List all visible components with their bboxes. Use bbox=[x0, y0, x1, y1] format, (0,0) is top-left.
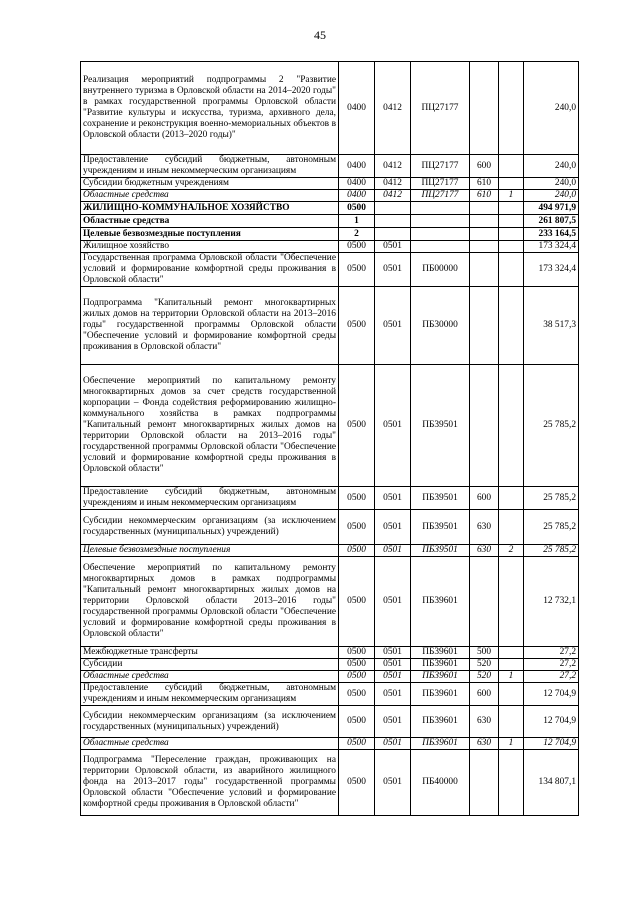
cell-csr: ПБ39601 bbox=[411, 659, 470, 671]
cell-rz: 0500 bbox=[339, 487, 375, 510]
cell-src bbox=[499, 647, 524, 659]
cell-pr: 0501 bbox=[375, 545, 411, 557]
cell-src: 1 bbox=[499, 738, 524, 750]
table-row bbox=[81, 62, 579, 155]
table-row bbox=[81, 215, 579, 228]
cell-vr bbox=[470, 62, 499, 155]
cell-csr: ПЦ27177 bbox=[411, 178, 470, 190]
cell-src bbox=[499, 215, 524, 228]
cell-rz: 0500 bbox=[339, 287, 375, 365]
cell-sum: 134 807,1 bbox=[524, 750, 579, 816]
cell-name: Областные средства bbox=[81, 215, 339, 228]
cell-csr: ПЦ27177 bbox=[411, 155, 470, 178]
cell-sum: 240,0 bbox=[524, 190, 579, 202]
table-row bbox=[81, 683, 579, 706]
cell-sum: 12 732,1 bbox=[524, 557, 579, 647]
cell-name: Областные средства bbox=[81, 671, 339, 683]
cell-pr: 0501 bbox=[375, 487, 411, 510]
table-row bbox=[81, 155, 579, 178]
cell-sum: 12 704,9 bbox=[524, 738, 579, 750]
table-row bbox=[81, 487, 579, 510]
cell-pr bbox=[375, 228, 411, 241]
cell-csr bbox=[411, 241, 470, 253]
cell-pr: 0501 bbox=[375, 241, 411, 253]
cell-csr: ПБ39601 bbox=[411, 706, 470, 738]
cell-name: Целевые безвозмездные поступления bbox=[81, 545, 339, 557]
cell-src bbox=[499, 750, 524, 816]
cell-pr: 0501 bbox=[375, 738, 411, 750]
cell-name: Субсидии некоммерческим организациям (за исключением государственных (муниципальных) учреждений) bbox=[81, 706, 339, 738]
cell-sum: 240,0 bbox=[524, 178, 579, 190]
cell-pr: 0501 bbox=[375, 510, 411, 545]
cell-pr: 0501 bbox=[375, 647, 411, 659]
cell-name: Целевые безвозмездные поступления bbox=[81, 228, 339, 241]
cell-name: Межбюджетные трансферты bbox=[81, 647, 339, 659]
table-row bbox=[81, 750, 579, 816]
table-row bbox=[81, 365, 579, 487]
cell-vr bbox=[470, 365, 499, 487]
cell-name: Субсидии bbox=[81, 659, 339, 671]
cell-vr: 520 bbox=[470, 671, 499, 683]
cell-src bbox=[499, 62, 524, 155]
table-row bbox=[81, 253, 579, 287]
cell-vr: 630 bbox=[470, 510, 499, 545]
cell-vr bbox=[470, 253, 499, 287]
cell-pr: 0412 bbox=[375, 178, 411, 190]
cell-pr: 0501 bbox=[375, 659, 411, 671]
table-row bbox=[81, 557, 579, 647]
cell-name: ЖИЛИЩНО-КОММУНАЛЬНОЕ ХОЗЯЙСТВО bbox=[81, 202, 339, 215]
table-row bbox=[81, 178, 579, 190]
cell-csr: ПБ39601 bbox=[411, 671, 470, 683]
cell-rz: 0500 bbox=[339, 365, 375, 487]
cell-rz: 0500 bbox=[339, 738, 375, 750]
cell-vr bbox=[470, 202, 499, 215]
cell-src bbox=[499, 510, 524, 545]
cell-csr: ПБ40000 bbox=[411, 750, 470, 816]
cell-src: 2 bbox=[499, 545, 524, 557]
table-row bbox=[81, 241, 579, 253]
cell-csr: ПЦ27177 bbox=[411, 62, 470, 155]
cell-rz: 0500 bbox=[339, 683, 375, 706]
cell-sum: 27,2 bbox=[524, 671, 579, 683]
table-row bbox=[81, 659, 579, 671]
cell-pr: 0501 bbox=[375, 287, 411, 365]
cell-vr: 630 bbox=[470, 545, 499, 557]
cell-rz: 1 bbox=[339, 215, 375, 228]
cell-name: Обеспечение мероприятий по капитальному ремонту многоквартирных домов в рамках подпрограммы "Капитальный ремонт многоквартирных жилых домов на территории Орловской области 2013–2016 годы" государственной программы Орловской области "Обеспечение условий и формирование комфортной среды проживания в Орловской области" bbox=[81, 557, 339, 647]
cell-rz: 0500 bbox=[339, 545, 375, 557]
budget-table bbox=[80, 61, 579, 816]
cell-sum: 12 704,9 bbox=[524, 706, 579, 738]
cell-vr: 500 bbox=[470, 647, 499, 659]
cell-pr: 0501 bbox=[375, 365, 411, 487]
cell-src bbox=[499, 659, 524, 671]
cell-pr: 0412 bbox=[375, 62, 411, 155]
cell-vr: 520 bbox=[470, 659, 499, 671]
cell-sum: 173 324,4 bbox=[524, 241, 579, 253]
table-row bbox=[81, 228, 579, 241]
cell-sum: 27,2 bbox=[524, 647, 579, 659]
cell-pr bbox=[375, 202, 411, 215]
cell-vr: 610 bbox=[470, 190, 499, 202]
cell-name: Областные средства bbox=[81, 738, 339, 750]
cell-pr: 0501 bbox=[375, 750, 411, 816]
cell-src bbox=[499, 683, 524, 706]
table-row bbox=[81, 738, 579, 750]
cell-src bbox=[499, 706, 524, 738]
cell-vr: 600 bbox=[470, 487, 499, 510]
cell-name: Областные средства bbox=[81, 190, 339, 202]
cell-rz: 0500 bbox=[339, 647, 375, 659]
cell-vr bbox=[470, 287, 499, 365]
cell-vr bbox=[470, 228, 499, 241]
cell-vr bbox=[470, 557, 499, 647]
cell-csr: ПБ39501 bbox=[411, 487, 470, 510]
cell-rz: 0500 bbox=[339, 706, 375, 738]
cell-pr: 0501 bbox=[375, 671, 411, 683]
cell-rz: 0400 bbox=[339, 190, 375, 202]
cell-rz: 0500 bbox=[339, 671, 375, 683]
cell-name: Обеспечение мероприятий по капитальному ремонту многоквартирных домов за счет средств государственной корпорации – Фонда содействия реформированию жилищно-коммунального хозяйства в рамках подпрограммы "Капитальный ремонт многоквартирных жилых домов на территории Орловской области на 2013–2016 годы" государственной программы Орловской области "Обеспечение условий и формирование комфортной среды проживания в Орловской области" bbox=[81, 365, 339, 487]
cell-sum: 25 785,2 bbox=[524, 365, 579, 487]
cell-name: Предоставление субсидий бюджетным, автономным учреждениям и иным некоммерческим организациям bbox=[81, 155, 339, 178]
table-row bbox=[81, 510, 579, 545]
cell-name: Подпрограмма "Переселение граждан, проживающих на территории Орловской области, из аварийного жилищного фонда на 2013–2017 годы" государственной программы Орловской области "Обеспечение условий и формирование комфортной среды проживания в Орловской области" bbox=[81, 750, 339, 816]
cell-src bbox=[499, 241, 524, 253]
cell-src bbox=[499, 287, 524, 365]
cell-src bbox=[499, 365, 524, 487]
cell-pr: 0501 bbox=[375, 706, 411, 738]
cell-vr bbox=[470, 215, 499, 228]
cell-csr: ПБ39601 bbox=[411, 557, 470, 647]
cell-sum: 240,0 bbox=[524, 155, 579, 178]
cell-sum: 233 164,5 bbox=[524, 228, 579, 241]
cell-csr: ПЦ27177 bbox=[411, 190, 470, 202]
table-row bbox=[81, 706, 579, 738]
page-number: 45 bbox=[314, 28, 326, 42]
cell-csr: ПБ00000 bbox=[411, 253, 470, 287]
cell-name: Жилищное хозяйство bbox=[81, 241, 339, 253]
cell-csr: ПБ30000 bbox=[411, 287, 470, 365]
cell-src bbox=[499, 253, 524, 287]
cell-csr: ПБ39601 bbox=[411, 738, 470, 750]
cell-csr: ПБ39501 bbox=[411, 510, 470, 545]
cell-src bbox=[499, 228, 524, 241]
cell-sum: 261 807,5 bbox=[524, 215, 579, 228]
cell-csr bbox=[411, 215, 470, 228]
cell-vr bbox=[470, 750, 499, 816]
cell-rz: 0500 bbox=[339, 241, 375, 253]
cell-csr: ПБ39501 bbox=[411, 365, 470, 487]
cell-csr: ПБ39501 bbox=[411, 545, 470, 557]
cell-vr: 600 bbox=[470, 155, 499, 178]
table-row bbox=[81, 671, 579, 683]
table-row bbox=[81, 545, 579, 557]
cell-csr bbox=[411, 228, 470, 241]
cell-pr: 0501 bbox=[375, 253, 411, 287]
cell-src bbox=[499, 557, 524, 647]
cell-rz: 0500 bbox=[339, 253, 375, 287]
cell-rz: 0500 bbox=[339, 202, 375, 215]
cell-csr: ПБ39601 bbox=[411, 683, 470, 706]
cell-rz: 0400 bbox=[339, 62, 375, 155]
cell-sum: 240,0 bbox=[524, 62, 579, 155]
cell-vr: 600 bbox=[470, 683, 499, 706]
cell-rz: 0400 bbox=[339, 178, 375, 190]
cell-vr: 630 bbox=[470, 706, 499, 738]
cell-sum: 25 785,2 bbox=[524, 545, 579, 557]
cell-src bbox=[499, 155, 524, 178]
cell-rz: 0500 bbox=[339, 659, 375, 671]
cell-pr bbox=[375, 215, 411, 228]
cell-src bbox=[499, 178, 524, 190]
cell-rz: 0400 bbox=[339, 155, 375, 178]
cell-name: Реализация мероприятий подпрограммы 2 "Развитие внутреннего туризма в Орловской области на 2014–2020 годы" в рамках государственной программы Орловской области "Развитие культуры и искусства, туризма, архивного дела, сохранение и реконструкция военно-мемориальных объектов в Орловской области (2013–2020 годы)" bbox=[81, 62, 339, 155]
cell-sum: 494 971,9 bbox=[524, 202, 579, 215]
cell-rz: 0500 bbox=[339, 557, 375, 647]
cell-name: Государственная программа Орловской области "Обеспечение условий и формирование комфортной среды проживания в Орловской области" bbox=[81, 253, 339, 287]
cell-name: Предоставление субсидий бюджетным, автономным учреждениям и иным некоммерческим организациям bbox=[81, 683, 339, 706]
table-row bbox=[81, 202, 579, 215]
cell-src bbox=[499, 487, 524, 510]
cell-src bbox=[499, 202, 524, 215]
cell-src: 1 bbox=[499, 190, 524, 202]
cell-csr bbox=[411, 202, 470, 215]
cell-pr: 0501 bbox=[375, 683, 411, 706]
cell-rz: 0500 bbox=[339, 510, 375, 545]
cell-vr bbox=[470, 241, 499, 253]
cell-sum: 173 324,4 bbox=[524, 253, 579, 287]
cell-src: 1 bbox=[499, 671, 524, 683]
cell-vr: 610 bbox=[470, 178, 499, 190]
cell-vr: 630 bbox=[470, 738, 499, 750]
cell-name: Предоставление субсидий бюджетным, автономным учреждениям и иным некоммерческим организациям bbox=[81, 487, 339, 510]
cell-rz: 2 bbox=[339, 228, 375, 241]
cell-name: Субсидии бюджетным учреждениям bbox=[81, 178, 339, 190]
cell-rz: 0500 bbox=[339, 750, 375, 816]
cell-sum: 12 704,9 bbox=[524, 683, 579, 706]
cell-sum: 25 785,2 bbox=[524, 487, 579, 510]
cell-name: Подпрограмма "Капитальный ремонт многоквартирных жилых домов на территории Орловской области на 2013–2016 годы" государственной программы Орловской области "Обеспечение условий и формирование комфортной среды проживания в Орловской области" bbox=[81, 287, 339, 365]
cell-csr: ПБ39601 bbox=[411, 647, 470, 659]
cell-sum: 27,2 bbox=[524, 659, 579, 671]
table-row bbox=[81, 287, 579, 365]
table-row bbox=[81, 647, 579, 659]
cell-pr: 0412 bbox=[375, 190, 411, 202]
cell-name: Субсидии некоммерческим организациям (за исключением государственных (муниципальных) учреждений) bbox=[81, 510, 339, 545]
cell-pr: 0412 bbox=[375, 155, 411, 178]
cell-sum: 25 785,2 bbox=[524, 510, 579, 545]
cell-sum: 38 517,3 bbox=[524, 287, 579, 365]
cell-pr: 0501 bbox=[375, 557, 411, 647]
table-row bbox=[81, 190, 579, 202]
